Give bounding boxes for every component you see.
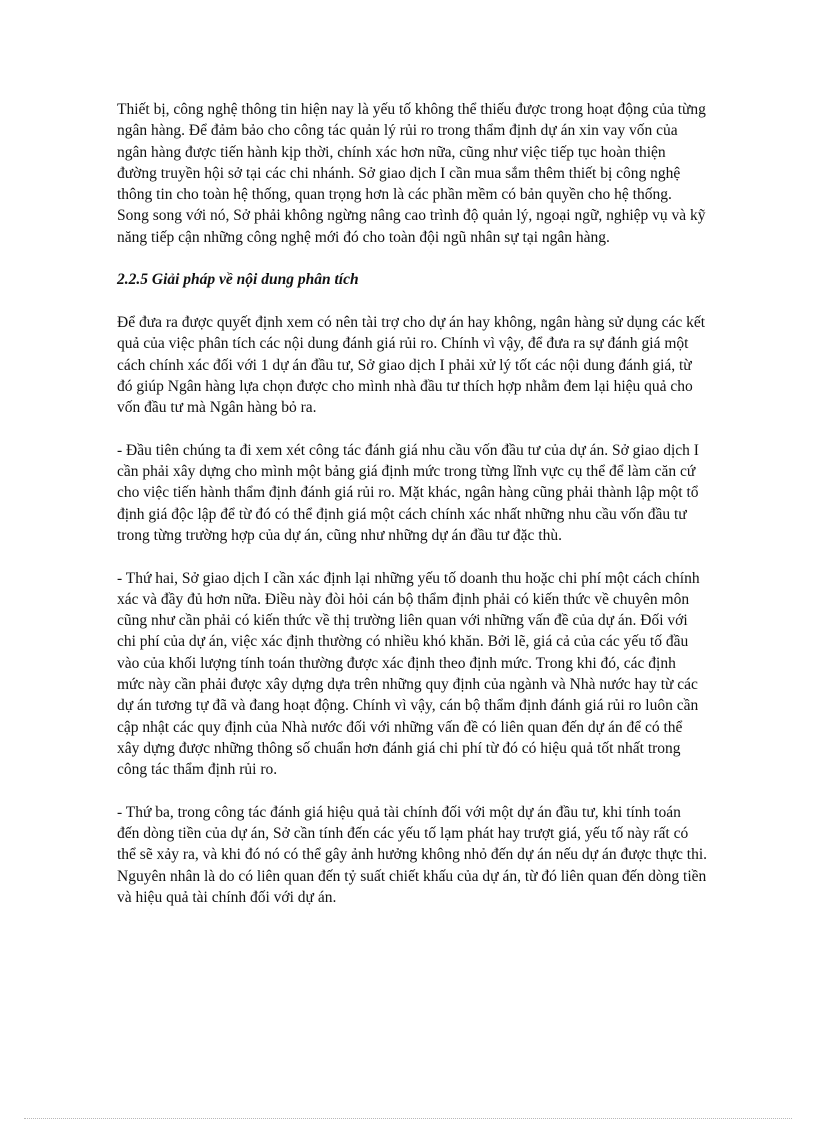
section-heading: 2.2.5 Giải pháp về nội dung phân tích [117, 271, 359, 289]
document-body [117, 99, 707, 930]
point-3-paragraph: - Thứ ba, trong công tác đánh giá hiệu quả tài chính đối với một dự án đầu tư, khi tính toán đến dòng tiền của dự án, Sở cần tính đến các yếu tố lạm phát hay trượt giá, yếu tố này rất có thể sẽ xảy ra, và khi đó nó có thể gây ảnh hưởng không nhỏ đến dự án nếu dự án được thực thi. Nguyên nhân là do có liên quan đến tỷ suất chiết khấu của dự án, từ đó liên quan đến dòng tiền và hiệu quả tài chính đối với dự án. [117, 803, 707, 906]
page-bottom-divider [24, 1118, 792, 1119]
section-intro-paragraph: Để đưa ra được quyết định xem có nên tài trợ cho dự án hay không, ngân hàng sử dụng các kết quả của việc phân tích các nội dung đánh giá rủi ro. Chính vì vậy, để đưa ra sự đánh giá một cách chính xác đối với 1 dự án đầu tư, Sở giao dịch I phải xử lý tốt các nội dung đánh giá, từ đó giúp Ngân hàng lựa chọn được cho mình nhà đầu tư thích hợp nhằm đem lại hiệu quả cho vốn đầu tư mà Ngân hàng bỏ ra. [117, 313, 706, 417]
point-1-paragraph: - Đầu tiên chúng ta đi xem xét công tác đánh giá nhu cầu vốn đầu tư của dự án. Sở giao dịch I cần phải xây dựng cho mình một bảng giá định mức trong từng lĩnh vực cụ thể để làm căn cứ cho việc tiến hành thẩm định đánh giá rủi ro. Mặt khác, ngân hàng cũng phải thành lập một tổ định giá độc lập để từ đó có thể định giá một cách chính xác nhất những nhu cầu vốn đầu tư trong từng trường hợp của dự án, cũng như những dự án đầu tư đặc thù. [117, 441, 699, 544]
intro-paragraph: Thiết bị, công nghệ thông tin hiện nay là yếu tố không thể thiếu được trong hoạt động của từng ngân hàng. Để đảm bảo cho công tác quản lý rủi ro trong thẩm định dự án xin vay vốn của ngân hàng được tiến hành kịp thời, chính xác hơn nữa, cũng như việc tiếp tục hoàn thiện đường truyền hội sở tại các chi nhánh. Sở giao dịch I cần mua sắm thêm thiết bị công nghệ thông tin cho toàn hệ thống, quan trọng hơn là các phần mềm có bản quyền cho hệ thống. Song song với nó, Sở phải không ngừng nâng cao trình độ quản lý, ngoại ngữ, nghiệp vụ và kỹ năng tiếp cận những công nghệ mới đó cho toàn đội ngũ nhân sự tại ngân hàng. [117, 101, 706, 246]
point-2-paragraph: - Thứ hai, Sở giao dịch I cần xác định lại những yếu tố doanh thu hoặc chi phí một cách chính xác và đầy đủ hơn nữa. Điều này đòi hỏi cán bộ thẩm định phải có kiến thức về chuyên môn cũng như cần phải có kiến thức về thị trường liên quan với những vấn đề của dự án. Đối với chi phí của dự án, việc xác định thường có nhiều khó khăn. Bởi lẽ, giá cả của các yếu tố đầu vào của khối lượng tính toán thường được xác định theo định mức. Trong khi đó, các định mức này cần phải được xây dựng dựa trên những quy định của ngành và Nhà nước hay từ các dự án tương tự đã và đang hoạt động. Chính vì vậy, cán bộ thẩm định đánh giá rủi ro luôn cần cập nhật các quy định của Nhà nước đối với những vấn đề có liên quan đến dự án để có thể xây dựng được những thông số chuẩn hơn đánh giá chi phí từ đó có hiệu quả tốt nhất trong công tác thẩm định rủi ro. [117, 569, 700, 779]
